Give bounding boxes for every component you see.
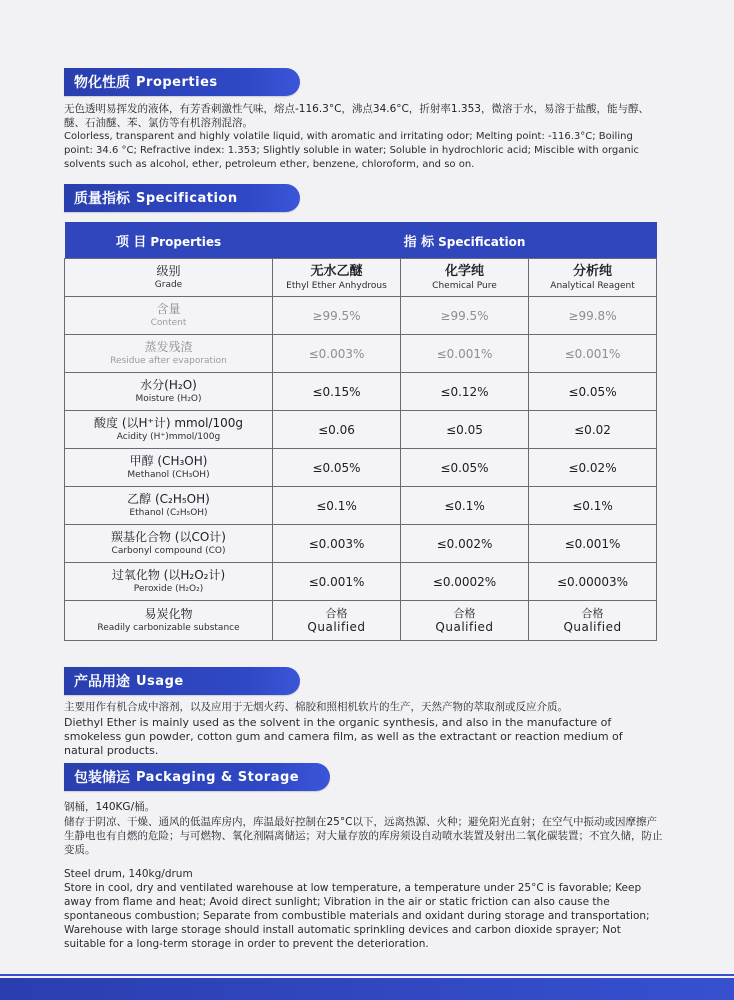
value-cell: ≤0.02% [529, 449, 657, 487]
carbonizable-row [65, 601, 657, 641]
table-row [65, 297, 657, 335]
table-row [65, 373, 657, 411]
table-row [65, 449, 657, 487]
row-label: 易炭化物 Readily carbonizable substance [65, 601, 273, 641]
value-cell: ≤0.06 [273, 411, 401, 449]
table-row [65, 411, 657, 449]
table-row [65, 563, 657, 601]
usage-header-zh: 产品用途 [74, 674, 130, 690]
value-cell: ≤0.001% [529, 525, 657, 563]
table-row [65, 335, 657, 373]
value-cell: ≥99.5% [401, 297, 529, 335]
grade-chemical-pure: 化学纯 Chemical Pure [401, 259, 529, 297]
specification-table [64, 222, 657, 641]
qualified-cell: 合格 Qualified [529, 601, 657, 641]
value-cell: ≤0.002% [401, 525, 529, 563]
value-cell: ≤0.00003% [529, 563, 657, 601]
row-label: 水分(H₂O) Moisture (H₂O) [65, 373, 273, 411]
value-cell: ≤0.05% [529, 373, 657, 411]
table-row [65, 525, 657, 563]
properties-text-en: Colorless, transparent and highly volatile liquid, with aromatic and irritating odor; Melting point: -116.3°C; Boiling point: 34.6 °C; Refractive index: 1.353; Slightly soluble in water; Soluble in hydrochloric acid; Miscible with organic solvents such as alcohol, ether, petroleum ether, benzene, chloroform, and so on. [64, 131, 640, 170]
value-cell: ≥99.5% [273, 297, 401, 335]
value-cell: ≤0.12% [401, 373, 529, 411]
value-cell: ≥99.8% [529, 297, 657, 335]
value-cell: ≤0.1% [401, 487, 529, 525]
grade-row [65, 259, 657, 297]
value-cell: ≤0.001% [401, 335, 529, 373]
packaging-text-zh2: 储存于阴凉、干燥、通风的低温库房内，库温最好控制在25°C以下，远离热源、火种；避免阳光直射；在空气中振动或因摩擦产生静电也有自燃的危险；与可燃物、氧化剂隔离储运；对大量存放的库房须设自动喷水装置及射出二氧化碳装置；不宜久储，防止变质。 [64, 816, 663, 856]
value-cell: ≤0.05% [273, 449, 401, 487]
usage-text-en: Diethyl Ether is mainly used as the solvent in the organic synthesis, and also in the manufacture of smokeless gun powder, cotton gum and camera film, as well as the extractant or reaction medium of natural products. [64, 716, 623, 757]
value-cell: ≤0.001% [273, 563, 401, 601]
packaging-text-zh1: 钢桶，140KG/桶。 [64, 801, 156, 813]
value-cell: ≤0.15% [273, 373, 401, 411]
properties-header-zh: 物化性质 [74, 75, 130, 91]
properties-header [64, 68, 300, 96]
properties-header-en: Properties [136, 74, 218, 90]
value-cell: ≤0.05 [401, 411, 529, 449]
usage-header-en: Usage [136, 673, 184, 689]
value-cell: ≤0.0002% [401, 563, 529, 601]
usage-header [64, 667, 300, 695]
footer-line [0, 974, 734, 976]
row-label: 酸度 (以H⁺计) mmol/100g Acidity (H⁺)mmol/100g [65, 411, 273, 449]
packaging-header-en: Packaging & Storage [136, 769, 300, 785]
value-cell: ≤0.1% [273, 487, 401, 525]
specification-header-en: Specification [136, 190, 238, 206]
grade-label: 级别 Grade [65, 259, 273, 297]
row-label: 过氧化物 (以H₂O₂计) Peroxide (H₂O₂) [65, 563, 273, 601]
row-label: 甲醇 (CH₃OH) Methanol (CH₃OH) [65, 449, 273, 487]
grade-anhydrous: 无水乙醚 Ethyl Ether Anhydrous [273, 259, 401, 297]
specification-header-zh: 质量指标 [74, 191, 130, 207]
packaging-header-zh: 包装储运 [74, 770, 130, 786]
col-properties-header: 项 目 Properties [65, 222, 273, 259]
col-specification-header: 指 标 Specification [273, 222, 657, 259]
packaging-text-en1: Steel drum, 140kg/drum [64, 868, 193, 880]
packaging-text-en2: Store in cool, dry and ventilated warehouse at low temperature, a temperature under 25°C is favorable; Keep away from flame and heat; Avoid direct sunlight; Vibration in the air or static friction can also cause the spontaneous combustion; Separate from combustible materials and oxidant during storage and transportation; Warehouse with large storage should install automatic sprinkling devices and carbon dioxide sprayer; Not suitable for a long-term storage in order to prevent the deterioration. [64, 882, 650, 950]
value-cell: ≤0.003% [273, 525, 401, 563]
qualified-cell: 合格 Qualified [273, 601, 401, 641]
grade-analytical-reagent: 分析纯 Analytical Reagent [529, 259, 657, 297]
row-label: 含量 Content [65, 297, 273, 335]
properties-text-zh: 无色透明易挥发的液体，有芳香刺激性气味，熔点-116.3°C，沸点34.6°C，折射率1.353，微溶于水，易溶于盐酸，能与醇、醚、石油醚、苯、氯仿等有机溶剂混溶。 [64, 103, 649, 129]
packaging-header [64, 763, 330, 791]
row-label: 羰基化合物 (以CO计) Carbonyl compound (CO) [65, 525, 273, 563]
value-cell: ≤0.1% [529, 487, 657, 525]
row-label: 乙醇 (C₂H₅OH) Ethanol (C₂H₅OH) [65, 487, 273, 525]
qualified-cell: 合格 Qualified [401, 601, 529, 641]
value-cell: ≤0.02 [529, 411, 657, 449]
table-row [65, 487, 657, 525]
value-cell: ≤0.001% [529, 335, 657, 373]
row-label: 蒸发残渣 Residue after evaporation [65, 335, 273, 373]
footer-bar [0, 978, 734, 1000]
table-header-row [65, 222, 657, 259]
value-cell: ≤0.003% [273, 335, 401, 373]
specification-header [64, 184, 300, 212]
usage-text-zh: 主要用作有机合成中溶剂，以及应用于无烟火药、棉胶和照相机软片的生产，天然产物的萃取剂或反应介质。 [64, 701, 568, 713]
value-cell: ≤0.05% [401, 449, 529, 487]
